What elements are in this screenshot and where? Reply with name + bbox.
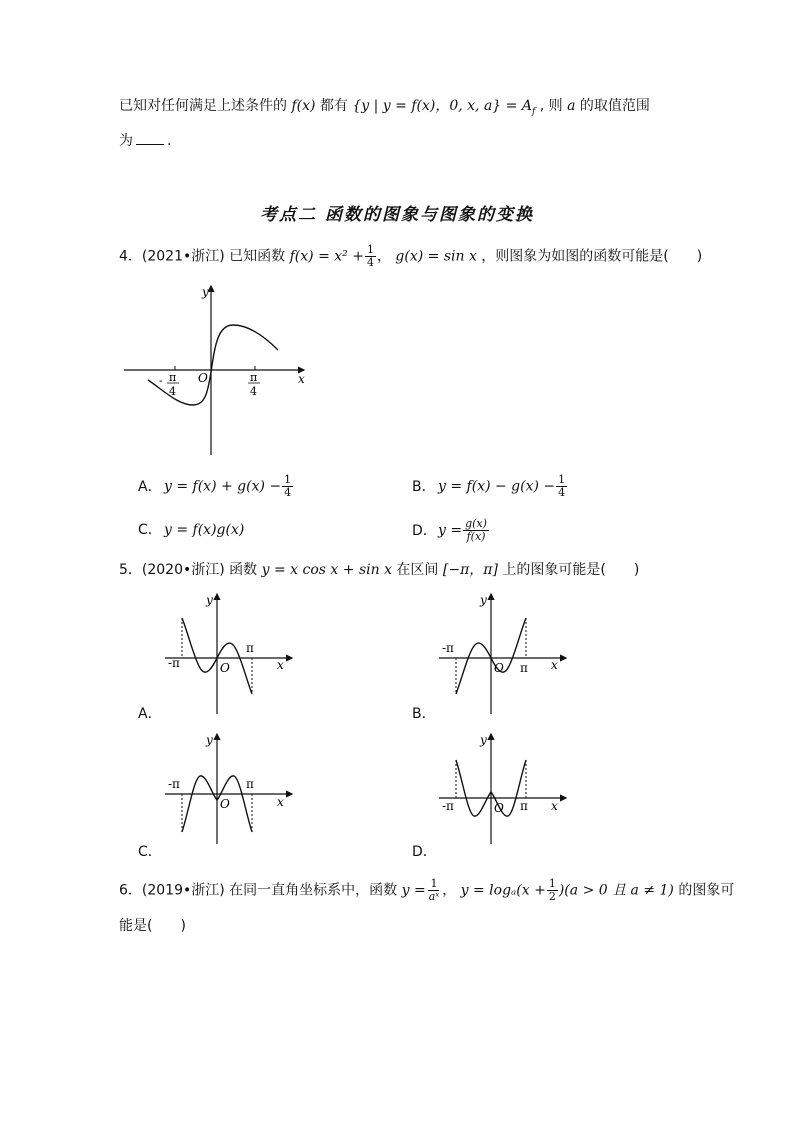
q5d-pi: π (520, 799, 528, 813)
intro-set: {y | y = f(x)，0, x, a} = A (352, 98, 532, 114)
q4-f-frac-den: 4 (366, 256, 374, 269)
q5-option-a[interactable] (138, 704, 162, 724)
q4-option-a-expr: y = f(x) + g(x) − (164, 478, 282, 495)
q5-option-c[interactable] (138, 842, 162, 862)
q6-line2: 能是( ) (119, 918, 186, 934)
intro-mid: 都有 (319, 98, 348, 114)
q5b-o: O (494, 661, 504, 675)
q4-option-d-letter: D． (412, 522, 437, 539)
q5b-negpi: -π (442, 641, 454, 655)
q4-stem-prefix: 4．(2021•浙江) 已知函数 (119, 248, 286, 265)
q4-option-d-frac (463, 518, 489, 543)
intro-f: f(x) (291, 98, 316, 114)
q5c-pi: π (246, 777, 254, 791)
q5-option-b-letter: B． (412, 706, 436, 722)
q6-f1-num: 1 (430, 877, 438, 890)
q4-graph (118, 280, 318, 460)
q5-graph-d (434, 728, 574, 848)
q6-f1: y = (401, 882, 426, 899)
q4-f-def: f(x) = x² + (289, 248, 364, 265)
q4-pos-tick-num: π (250, 371, 258, 384)
q5-option-d-letter: D． (412, 844, 437, 860)
q4-pos-tick-den: 4 (250, 385, 257, 398)
q4-neg-tick-num: π (169, 371, 177, 384)
q6-f2-frac (547, 878, 558, 903)
q4-option-b-den: 4 (558, 486, 566, 499)
q4-f-frac (365, 244, 376, 269)
q5-stem-prefix: 5．(2020•浙江) 函数 (119, 562, 258, 578)
q5-graph-a (160, 588, 300, 718)
q5b-y: y (480, 593, 487, 607)
q5a-o: O (220, 661, 230, 675)
q6-f1-den: aˣ (428, 890, 440, 903)
q6-stem (119, 878, 734, 903)
q5d-y: y (480, 733, 487, 747)
q5c-negpi: -π (168, 777, 180, 791)
q4-option-b-frac (556, 474, 567, 499)
q4-option-d-den: f(x) (466, 530, 486, 543)
q6-f2: y = logₐ(x + (460, 882, 546, 899)
q5-stem-suffix: 上的图象可能是( ) (502, 562, 640, 578)
q4-option-d-num: g(x) (465, 517, 487, 530)
q5d-x: x (551, 799, 558, 813)
q4-option-d[interactable] (412, 518, 490, 543)
q4-y-label: y (202, 285, 209, 299)
q4-x-label: x (298, 372, 305, 386)
answer-blank[interactable] (136, 130, 164, 145)
q6-f2-tail: )(a > 0 且 a ≠ 1) (558, 882, 674, 899)
q5d-negpi: -π (442, 799, 454, 813)
q5-option-a-letter: A． (138, 706, 162, 722)
q4-option-b[interactable] (412, 474, 568, 499)
q4-option-c-expr: y = f(x)g(x) (164, 522, 245, 538)
q5-graph-b (434, 588, 574, 718)
q4-option-c[interactable] (138, 520, 244, 540)
q6-sep: ， (442, 882, 457, 899)
intro-set-sub: f (531, 106, 536, 117)
q4-sep: ， (376, 248, 391, 265)
intro-line-1 (119, 96, 650, 122)
q4-neg-sign: - (159, 374, 163, 387)
q4-option-a[interactable] (138, 474, 294, 499)
q6-stem-suffix: 的图象可 (678, 882, 735, 899)
q5-option-b[interactable] (412, 704, 436, 724)
q5-option-c-letter: C． (138, 844, 162, 860)
q5a-pi: π (246, 641, 254, 655)
intro-line2-end: . (167, 133, 172, 149)
intro-a: a (567, 98, 576, 114)
q5-stem-mid: 在区间 (396, 562, 439, 578)
q4-option-a-letter: A． (138, 478, 162, 495)
q6-stem-line2 (119, 916, 186, 936)
q5a-x: x (277, 658, 284, 672)
q4-option-d-expr: y = (438, 522, 463, 539)
q4-option-a-num: 1 (284, 473, 292, 486)
q4-option-b-letter: B． (412, 478, 436, 495)
q5c-o: O (220, 797, 230, 811)
q5-stem (119, 560, 639, 580)
q5c-x: x (277, 795, 284, 809)
q5d-o: O (494, 801, 504, 815)
q6-f2-den: 2 (548, 890, 556, 903)
q5b-pi: π (520, 661, 528, 675)
q5-interval: [−π，π] (442, 562, 498, 578)
q4-curve (148, 325, 278, 405)
intro-suffix: , 则 (539, 98, 563, 114)
q6-stem-prefix: 6．(2019•浙江) 在同一直角坐标系中，函数 (119, 882, 398, 899)
q5c-y: y (206, 733, 213, 747)
q5b-x: x (551, 658, 558, 672)
q5-option-d[interactable] (412, 842, 437, 862)
q4-origin-label: O (198, 371, 208, 385)
intro-text: 已知对任何满足上述条件的 (119, 98, 287, 114)
q4-option-a-den: 4 (284, 486, 292, 499)
q4-g-def: g(x) = sin x (395, 248, 477, 265)
q5-graph-c (160, 728, 300, 848)
q4-f-frac-num: 1 (366, 243, 374, 256)
q4-option-c-letter: C． (138, 522, 162, 538)
q4-stem-suffix: ，则图象为如图的函数可能是( ) (481, 248, 703, 265)
q4-option-b-expr: y = f(x) − g(x) − (438, 478, 556, 495)
q4-option-b-num: 1 (558, 473, 566, 486)
intro-end: 的取值范围 (579, 98, 650, 114)
q4-neg-tick-den: 4 (169, 385, 176, 398)
intro-line2-text: 为 (119, 133, 133, 149)
q6-f1-frac (427, 878, 441, 903)
q5a-negpi: -π (168, 656, 180, 670)
q5-func: y = x cos x + sin x (261, 562, 392, 578)
q6-f2-num: 1 (548, 877, 556, 890)
q4-stem (119, 244, 702, 269)
q4-option-a-frac (282, 474, 293, 499)
intro-line-2 (119, 130, 171, 151)
section-title: 考点二 函数的图象与图象的变换 (260, 205, 534, 225)
q5a-y: y (206, 593, 213, 607)
